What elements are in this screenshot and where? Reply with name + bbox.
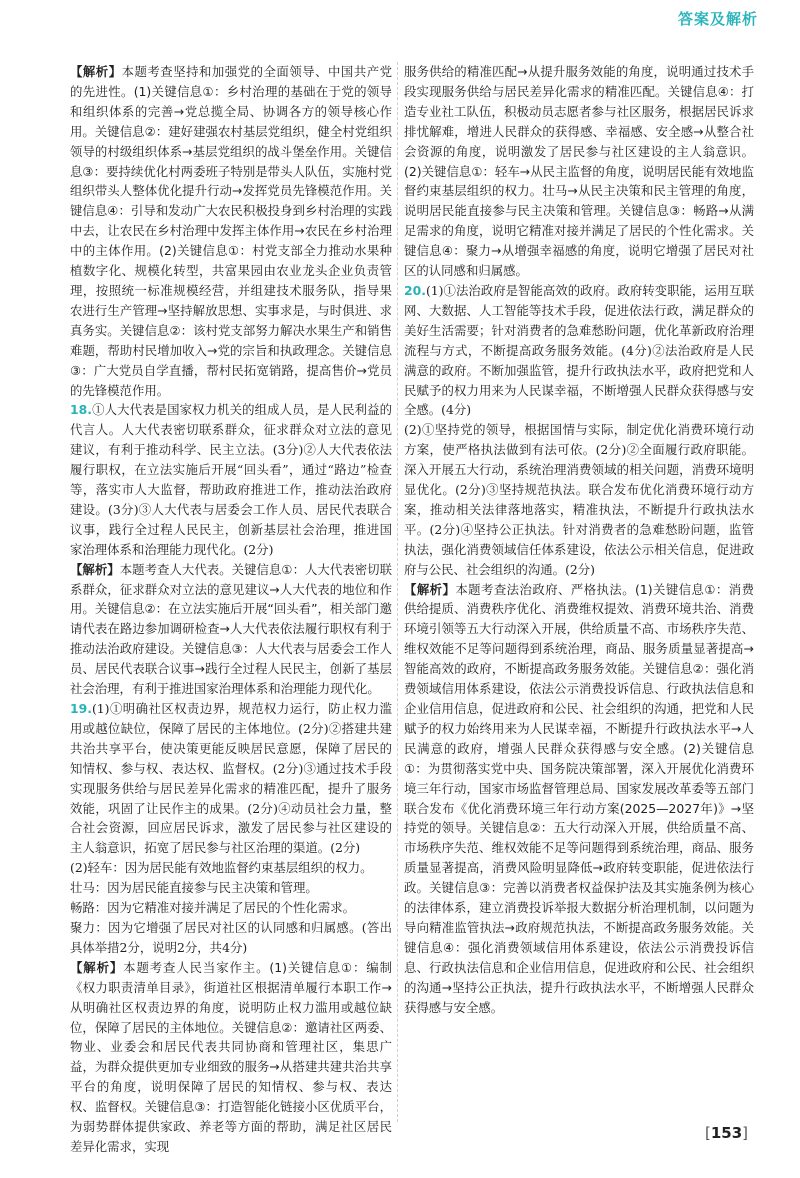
analysis-label: 【解析】 <box>70 959 124 975</box>
q20-analysis <box>404 580 754 1018</box>
page-number: [153] <box>704 1124 748 1142</box>
q19-analysis <box>70 958 392 1157</box>
analysis-label: 【解析】 <box>70 64 122 79</box>
q19-number: 19. <box>70 701 92 716</box>
q19-analysis-text: 本题考查人民当家作主。(1)关键信息①：编制《权力职责清单目录》，街道社区根据清单履行本职工作→从明确社区权责边界的角度，说明防止权力滥用或越位缺位，保障了居民的主体地位。关键信息②：邀请社区两委、物业、业委会和居民代表共同协商和管理社区，集思广益，为群众提供更加专业细致的服务→从搭建共建共治共享平台的角度，说明保障了居民的知情权、参与权、表达权、监督权。关键信息③：打造智能化链接小区优质平台，为弱势群体提供家政、养老等方面的帮助，满足社区居民差异化需求，实现 <box>70 959 392 1154</box>
right-column <box>404 62 754 1018</box>
analysis-label: 【解析】 <box>404 581 456 597</box>
q20-answer-part2: (2)①坚持党的领导，根据国情与实际，制定优化消费环境行动方案，使严格执法做到有法可依。(2分)②全面履行政府职能。深入开展五大行动，系统治理消费领域的相关问题，消费环境明显优化。(2分)③坚持规范执法。联合发布优化消费环境行动方案，推动相关法律落地落实，精准执法，不断提升行政执法水平。(2分)④坚持公正执法。针对消费者的急难愁盼问题，监管执法，强化消费领域信任体系建设，依法公示相关信息，促进政府与公民、社会组织的沟通。(2分) <box>404 422 754 577</box>
q19-answer <box>70 699 392 858</box>
q20-answer <box>404 281 754 420</box>
q18-analysis-text: 本题考查人大代表。关键信息①：人大代表密切联系群众，征求群众对立法的意见建议→人大代表的地位和作用。关键信息②：在立法实施后开展“回头看”，相关部门邀请代表在路边参加调研检查→人大代表依法履行职权有利于推动法治政府建设。关键信息③：人大代表与居委会工作人员、居民代表联合议事→践行全过程人民民主，创新了基层社会治理，有利于推进国家治理体系和治理能力现代化。 <box>70 561 393 697</box>
analysis-label: 【解析】 <box>70 561 120 577</box>
q18-number: 18. <box>70 402 92 418</box>
column-divider <box>397 62 398 1122</box>
q20-analysis-text: 本题考查法治政府、严格执法。(1)关键信息①：消费供给提质、消费秩序优化、消费维权提效、消费环境共治、消费环境引领等五大行动深入开展，供给质量不高、市场秩序失范、维权效能不足等问题得到系统治理，商品、服务质量显著提高→智能高效的政府，不断提高政务服务效能。关键信息②：强化消费领域信用体系建设，依法公示消费投诉信息、行政执法信息和企业信用信息，促进政府和公民、社会组织的沟通，把党和人民赋予的权力始终用来为人民谋幸福，不断提升行政执法水平→人民满意的政府，增强人民群众获得感与安全感。(2)关键信息①：为贯彻落实党中央、国务院决策部署，深入开展优化消费环境三年行动，国家市场监督管理总局、国家发展改革委等五部门联合发布《优化消费环境三年行动方案(2025—2027年)》→坚持党的领导。关键信息②：五大行动深入开展，供给质量不高、市场秩序失范、维权效能不足等问题得到系统治理，商品、服务质量显著提高，消费风险明显降低→政府转变职能，促进依法行政。关键信息③：完善以消费者权益保护法及其实施条例为核心的法律体系，建立消费投诉举报大数据分析治理机制，以问题为导向精准监管执法→政府规范执法，不断提高政务服务效能。关键信息④：强化消费领域信用体系建设，依法公示消费投诉信息、行政执法信息和企业信用信息，促进政府和公民、社会组织的沟通→坚持公正执法，提升行政执法水平，不断增强人民群众获得感与安全感。 <box>404 581 754 1015</box>
header-title: 答案及解析 <box>677 10 758 28</box>
q17-analysis <box>70 62 392 400</box>
q19-answer-line: 聚力：因为它增强了居民对社区的认同感和归属感。(答出具体举措2分，说明2分，共4分) <box>70 919 392 955</box>
q19-answer-part1: (1)①明确社区权责边界，规范权力运行，防止权力滥用或越位缺位，保障了居民的主体地位。(2分)②搭建共建共治共享平台，使决策更能反映居民意愿，保障了居民的知情权、参与权、表达权、监督权。(2分)③通过技术手段实现服务供给与居民差异化需求的精准匹配，提升了服务效能，巩固了让民作主的成果。(2分)④动员社会力量，整合社会资源，回应居民诉求，激发了居民参与社区建设的主人翁意识，拓宽了居民参与社区治理的渠道。(2分) <box>70 701 392 856</box>
q18-answer <box>70 400 392 559</box>
q19-analysis-continued: 服务供给的精准匹配→从提升服务效能的角度，说明通过技术手段实现服务供给与居民差异化需求的精准匹配。关键信息④：打造专业社工队伍，积极动员志愿者参与社区服务，根据居民诉求排忧解难，增进人民群众的获得感、幸福感、安全感→从整合社会资源的角度，说明激发了居民参与社区建设的主人翁意识。(2)关键信息①：轻车→从民主监督的角度，说明居民能有效地监督约束基层组织的权力。壮马→从民主决策和民主管理的角度，说明居民能直接参与民主决策和管理。关键信息③：畅路→从满足需求的角度，说明它精准对接并满足了居民的个性化需求。关键信息④：聚力→从增强幸福感的角度，说明它增强了居民对社区的认同感和归属感。 <box>404 64 754 279</box>
left-column <box>70 62 392 1157</box>
q19-answer-line: (2)轻车：因为居民能有效地监督约束基层组织的权力。 <box>70 860 373 876</box>
q19-answer-line: 壮马：因为居民能直接参与民主决策和管理。 <box>70 880 318 896</box>
q18-analysis <box>70 560 392 699</box>
q19-answer-line: 畅路：因为它精准对接并满足了居民的个性化需求。 <box>70 900 355 916</box>
q17-analysis-text: 本题考查坚持和加强党的全面领导、中国共产党的先进性。(1)关键信息①：乡村治理的基础在于党的领导和组织体系的完善→党总揽全局、协调各方的领导核心作用。关键信息②：建好建强农村基层党组织，健全村党组织领导的村级组织体系→基层党组织的战斗堡垒作用。关键信息③：要持续优化村两委班子特别是带头人队伍，实施村党组织带头人整体优化提升行动→发挥党员先锋模范作用。关键信息④：引导和发动广大农民积极投身到乡村治理的实践中去，让农民在乡村治理中发挥主体作用→农民在乡村治理中的主体作用。(2)关键信息①：村党支部全力推动水果种植数字化、规模化转型，共富果园由农业龙头企业负责管理，按照统一标准规模经营，并组建技术服务队，指导果农进行生产管理→坚持解放思想、实事求是，与时俱进、求真务实。关键信息②：该村党支部努力解决水果生产和销售难题，帮助村民增加收入→党的宗旨和执政理念。关键信息③：广大党员自学直播，帮村民拓宽销路，提高售价→党员的先锋模范作用。 <box>70 64 393 398</box>
q18-answer-text: ①人大代表是国家权力机关的组成人员，是人民利益的代言人。人大代表密切联系群众，征求群众对立法的意见建议，有利于推动科学、民主立法。(3分)②人大代表依法履行职权，在立法实施后开展“回头看”，通过“路边”检查等，落实市人大监督，帮助政府推进工作，推动法治政府建设。(3分)③人大代表与居委会工作人员、居民代表联合议事，践行全过程人民民主，创新基层社会治理，推进国家治理体系和治理能力现代化。(2分) <box>70 402 392 557</box>
page-number-value: 153 <box>710 1124 743 1142</box>
q20-answer-part1: (1)①法治政府是智能高效的政府。政府转变职能，运用互联网、大数据、人工智能等技术手段，促进依法行政，满足群众的美好生活需要；针对消费者的急难愁盼问题，优化革新政府治理流程与方式，不断提高政务服务效能。(4分)②法治政府是人民满意的政府。不断加强监管，提升行政执法水平，政府把党和人民赋予的权力用来为人民谋幸福，不断增强人民群众获得感与安全感。(4分) <box>404 282 754 418</box>
q20-number: 20. <box>404 282 426 298</box>
